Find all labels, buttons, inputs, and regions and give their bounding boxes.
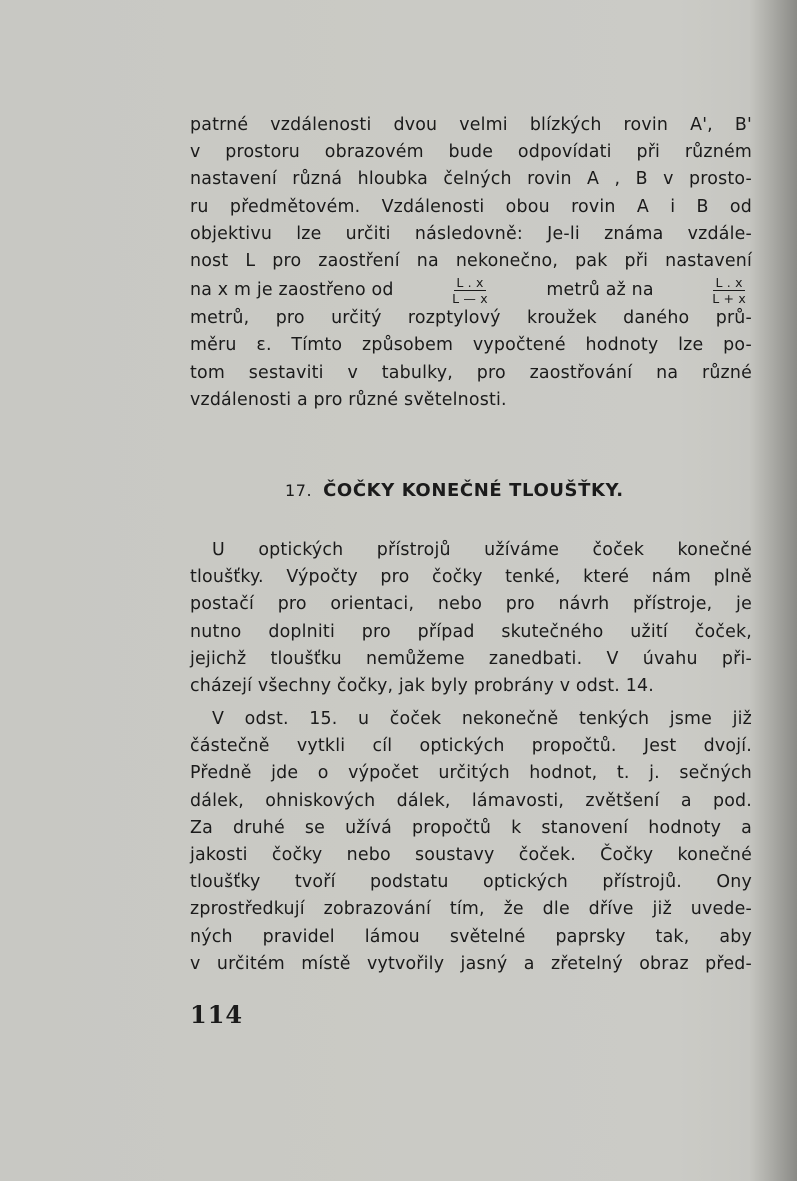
text-fragment: na x m je zaostřeno od	[190, 279, 394, 300]
section-title: ČOČKY KONEČNÉ TLOUŠŤKY.	[323, 480, 624, 501]
text-line: v určitém místě vytvořily jasný a zřetelný obraz před-	[190, 953, 752, 974]
text-line: nastavení různá hloubka čelných rovin A , B v prosto-	[190, 169, 752, 190]
text-line: patrné vzdálenosti dvou velmi blízkých rovin A', B'	[190, 115, 752, 135]
text-line: jakosti čočky nebo soustavy čoček. Čočky konečné	[190, 844, 752, 865]
fraction-near-limit	[450, 276, 490, 305]
page-number: 114	[190, 1000, 244, 1029]
fraction-denominator: L + x	[712, 290, 746, 306]
text-line: ru předmětovém. Vzdálenosti obou rovin A i B od	[190, 196, 752, 217]
section-number: 17.	[285, 481, 313, 500]
text-line: dálek, ohniskových dálek, lámavosti, zvětšení a pod.	[190, 790, 752, 811]
text-line: vzdálenosti a pro různé světelnosti.	[190, 389, 507, 410]
fraction-numerator: L . x	[715, 274, 743, 290]
fraction-denominator: L — x	[452, 290, 488, 306]
text-line: nutno doplniti pro případ skutečného užití čoček,	[190, 621, 752, 642]
text-line: Za druhé se užívá propočtů k stanovení hodnoty a	[190, 817, 752, 838]
fraction-numerator: L . x	[456, 274, 484, 290]
text-line: měru ε. Tímto způsobem vypočtené hodnoty lze po-	[190, 335, 752, 356]
text-line: ných pravidel lámou světelné paprsky tak, aby	[190, 926, 752, 947]
text-line: tloušťky tvoří podstatu optických přístrojů. Ony	[190, 872, 752, 893]
text-line: nost L pro zaostření na nekonečno, pak při nastavení	[190, 250, 752, 271]
text-line: tloušťky. Výpočty pro čočky tenké, které nám plně	[190, 567, 752, 588]
text-line: jejichž tloušťku nemůžeme zanedbati. V úvahu při-	[190, 648, 752, 669]
text-line: U optických přístrojů užíváme čoček konečné	[212, 540, 752, 560]
formula-line	[190, 275, 752, 305]
text-line: Předně jde o výpočet určitých hodnot, t. j. sečných	[190, 763, 752, 784]
text-line: postačí pro orientaci, nebo pro návrh přístroje, je	[190, 594, 752, 615]
paragraph-depth-of-field	[190, 112, 752, 414]
text-fragment: metrů až na	[546, 279, 654, 300]
text-line: tom sestaviti v tabulky, pro zaostřování na různé	[190, 362, 752, 383]
paragraph-thick-lenses-intro	[190, 537, 752, 700]
paragraph-optical-calculations	[190, 706, 752, 978]
text-line: objektivu lze určiti následovně: Je-li známa vzdále-	[190, 223, 752, 244]
text-line: cházejí všechny čočky, jak byly probrány v odst. 14.	[190, 675, 654, 696]
section-heading	[285, 480, 624, 501]
text-line: metrů, pro určitý rozptylový kroužek daného prů-	[190, 308, 752, 329]
text-line: v prostoru obrazovém bude odpovídati při různém	[190, 142, 752, 163]
text-line: částečně vytkli cíl optických propočtů. Jest dvojí.	[190, 736, 752, 757]
text-line: zprostředkují zobrazování tím, že dle dříve již uvede-	[190, 899, 752, 920]
text-line: V odst. 15. u čoček nekonečně tenkých jsme již	[212, 709, 752, 729]
fraction-far-limit	[710, 276, 748, 305]
